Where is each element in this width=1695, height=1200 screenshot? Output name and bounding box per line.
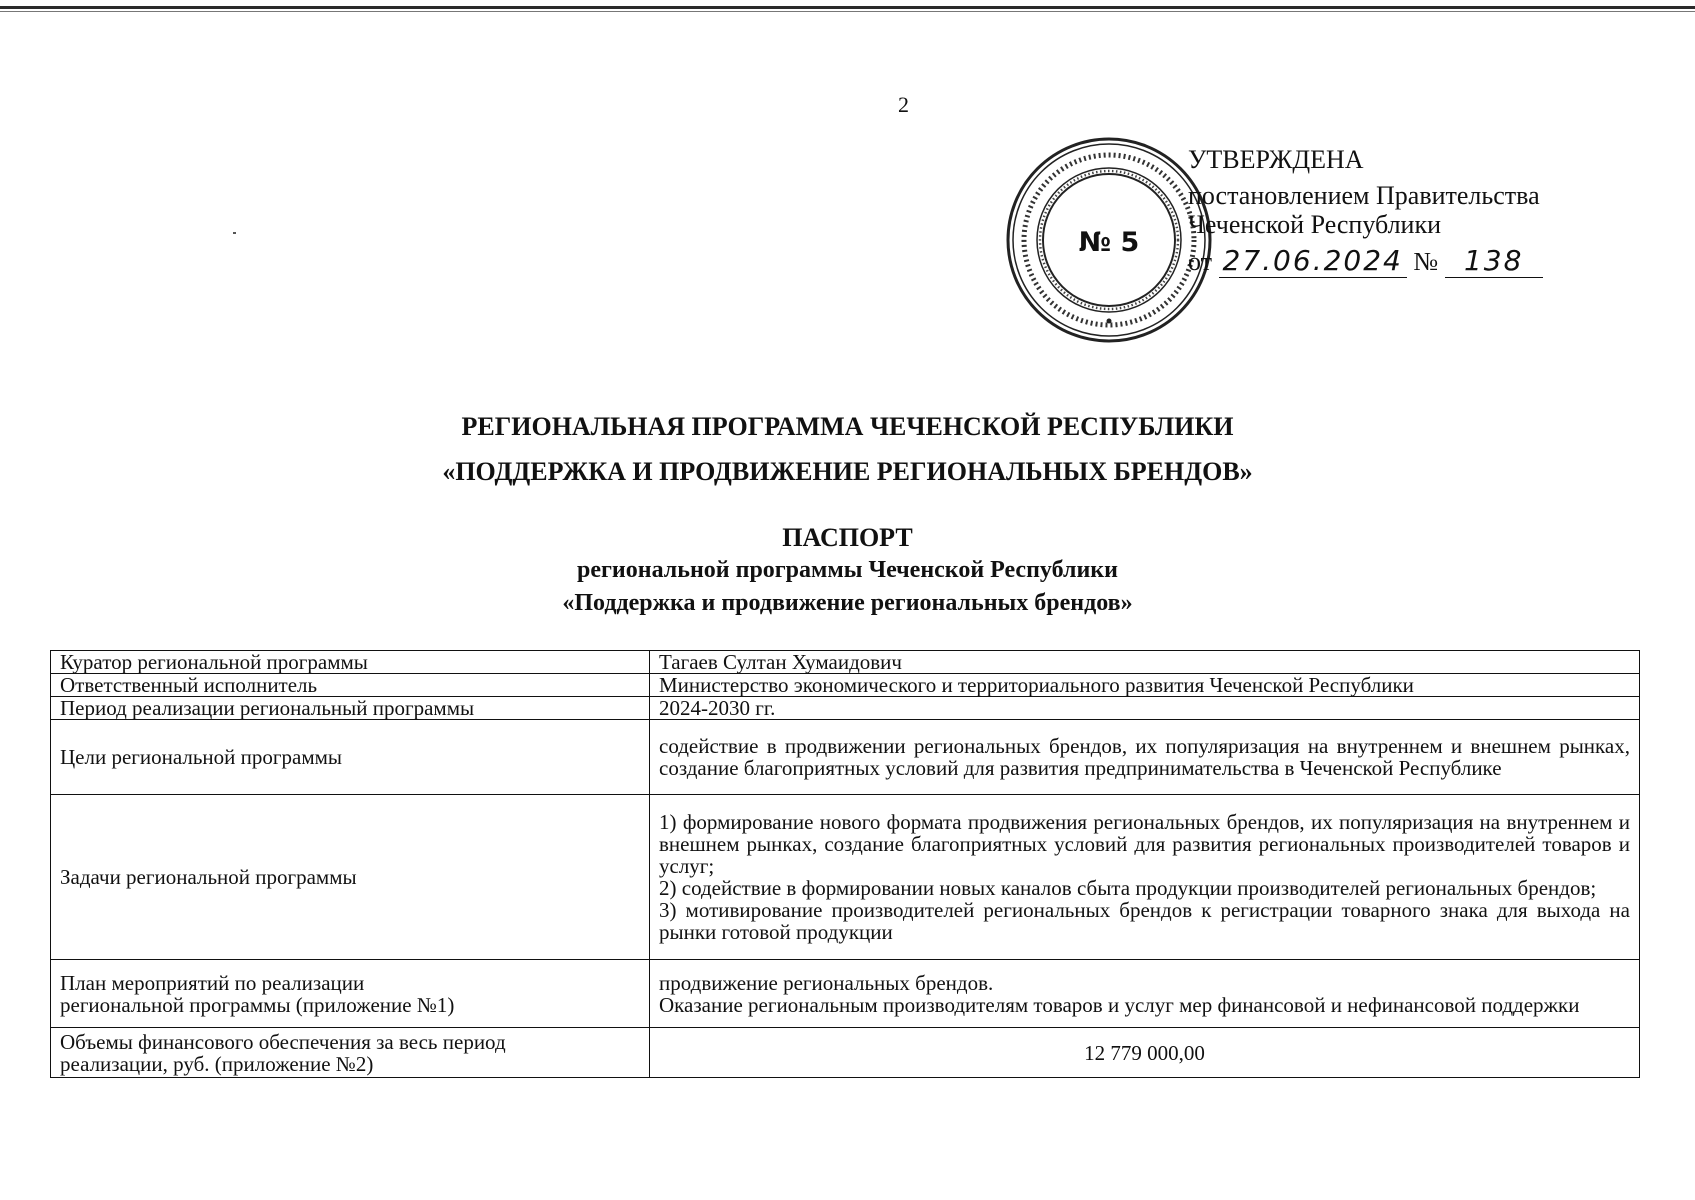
- scan-speck: [233, 232, 236, 234]
- row-label: Период реализации региональный программы: [51, 697, 650, 720]
- row-label: [51, 1028, 650, 1078]
- task-item: 3) мотивирование производителей региональных брендов к регистрации товарного знака для выхода на рынки готовой продукции: [659, 898, 1630, 944]
- approval-resolution-line1: постановлением Правительства: [1188, 181, 1540, 210]
- row-label: Ответственный исполнитель: [51, 674, 650, 697]
- table-row: [51, 651, 1640, 674]
- top-border-line: [0, 6, 1695, 9]
- page-number: 2: [898, 92, 909, 117]
- approval-resolution-line2: Чеченской Республики: [1188, 210, 1442, 239]
- svg-text:№ 5: № 5: [1078, 227, 1140, 258]
- approval-heading: УТВЕРЖДЕНА: [1188, 145, 1364, 174]
- document-title-line2: «ПОДДЕРЖКА И ПРОДВИЖЕНИЕ РЕГИОНАЛЬНЫХ БРЕНДОВ»: [442, 457, 1253, 486]
- approval-number: 138: [1445, 244, 1543, 278]
- row-label: [51, 960, 650, 1028]
- row-value: содействие в продвижении региональных брендов, их популяризация на внутреннем и внешнем рынках, создание благоприятных условий для развития предпринимательства в Чеченской Республике: [650, 720, 1640, 795]
- table-row: [51, 674, 1640, 697]
- task-item: 1) формирование нового формата продвижения региональных брендов, их популяризация на внутреннем и внешнем рынках, создание благоприятных условий для развития региональных производителей товаров и услуг;: [659, 810, 1630, 878]
- row-value: [650, 795, 1640, 960]
- row-label: Куратор региональной программы: [51, 651, 650, 674]
- row-label-line: региональной программы (приложение №1): [60, 992, 455, 1017]
- row-label: Цели региональной программы: [51, 720, 650, 795]
- passport-table: [50, 650, 1640, 1078]
- table-row: [51, 720, 1640, 795]
- document-title-line1: РЕГИОНАЛЬНАЯ ПРОГРАММА ЧЕЧЕНСКОЙ РЕСПУБЛИКИ: [461, 412, 1234, 441]
- plan-item: продвижение региональных брендов.: [659, 970, 994, 995]
- approval-date: 27.06.2024: [1219, 244, 1407, 278]
- row-label-line: Объемы финансового обеспечения за весь период: [60, 1029, 506, 1054]
- table-row: [51, 795, 1640, 960]
- passport-subheading-line1: региональной программы Чеченской Республики: [577, 557, 1118, 583]
- approval-block: [1188, 145, 1540, 239]
- date-prefix: от: [1188, 247, 1213, 276]
- approval-date-number: [1188, 244, 1543, 278]
- task-item: 2) содействие в формировании новых каналов сбыта продукции производителей региональных брендов;: [659, 876, 1597, 900]
- official-seal: [1004, 135, 1214, 345]
- number-prefix: №: [1413, 247, 1439, 276]
- row-value: [650, 960, 1640, 1028]
- passport-subheading-line2: «Поддержка и продвижение региональных брендов»: [562, 590, 1133, 616]
- row-label-line: План мероприятий по реализации: [60, 970, 365, 995]
- row-value: Тагаев Султан Хумаидович: [650, 651, 1640, 674]
- plan-item: Оказание региональным производителям товаров и услуг мер финансовой и нефинансовой поддержки: [659, 992, 1580, 1017]
- passport-heading: ПАСПОРТ: [782, 523, 913, 552]
- table-row: [51, 1028, 1640, 1078]
- row-label-line: реализации, руб. (приложение №2): [60, 1051, 374, 1076]
- row-value: 2024-2030 гг.: [650, 697, 1640, 720]
- top-border-line-thin: [0, 11, 1695, 12]
- table-row: [51, 697, 1640, 720]
- table-row: [51, 960, 1640, 1028]
- row-label: Задачи региональной программы: [51, 795, 650, 960]
- row-value: Министерство экономического и территориального развития Чеченской Республики: [650, 674, 1640, 697]
- funding-amount: 12 779 000,00: [650, 1028, 1640, 1078]
